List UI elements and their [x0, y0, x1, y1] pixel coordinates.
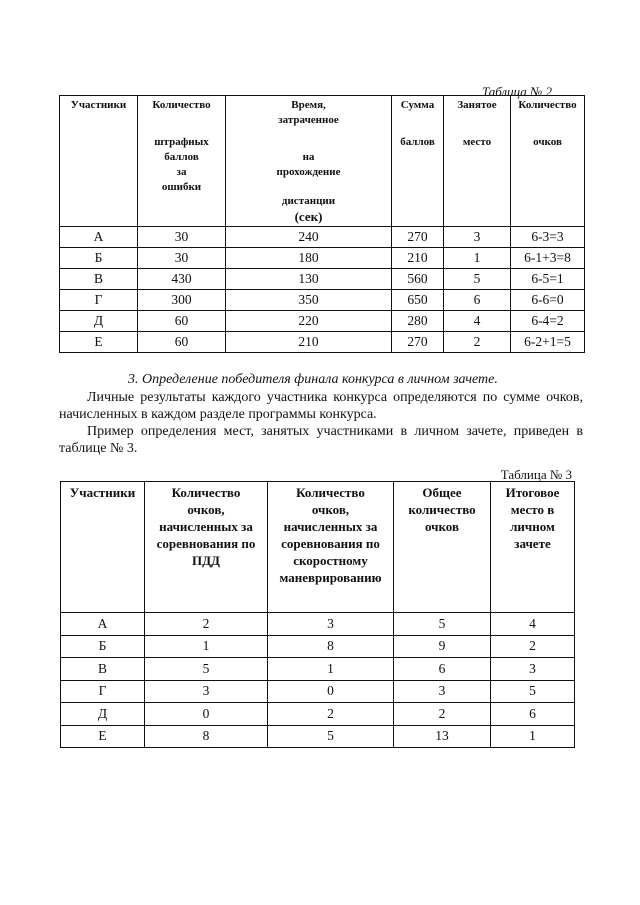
table-row — [61, 635, 575, 658]
cell-points: 6-2+1=5 — [511, 332, 585, 353]
cell-place: 6 — [491, 703, 575, 726]
cell-participant: А — [60, 227, 138, 248]
cell-place: 3 — [491, 658, 575, 681]
table-row — [60, 332, 585, 353]
cell-time: 350 — [226, 290, 392, 311]
cell-participant: А — [61, 613, 145, 636]
table-header-row — [60, 96, 585, 227]
cell-sum: 270 — [392, 332, 444, 353]
cell-speed: 3 — [268, 613, 394, 636]
cell-points: 6-1+3=8 — [511, 248, 585, 269]
table-row — [61, 703, 575, 726]
cell-points: 6-5=1 — [511, 269, 585, 290]
header-sum: Сумма баллов — [392, 96, 444, 227]
cell-sum: 560 — [392, 269, 444, 290]
cell-participant: Б — [60, 248, 138, 269]
table-row — [60, 248, 585, 269]
cell-pdd: 3 — [145, 680, 268, 703]
cell-place: 1 — [444, 248, 511, 269]
cell-participant: Е — [60, 332, 138, 353]
table-row — [60, 311, 585, 332]
cell-speed: 8 — [268, 635, 394, 658]
paragraph-2: Пример определения мест, занятых участниками в личном зачете, приведен в таблице № 3. — [59, 424, 583, 456]
cell-points: 6-4=2 — [511, 311, 585, 332]
header-total-points: Общее количество очков — [394, 482, 491, 613]
cell-sum: 280 — [392, 311, 444, 332]
table-row — [61, 725, 575, 748]
table-row — [60, 290, 585, 311]
cell-place: 2 — [491, 635, 575, 658]
cell-participant: Г — [61, 680, 145, 703]
cell-place: 4 — [491, 613, 575, 636]
cell-points: 6-3=3 — [511, 227, 585, 248]
table-row — [61, 613, 575, 636]
section-heading: 3. Определение победителя финала конкурса в личном зачете. — [128, 372, 498, 387]
cell-total: 9 — [394, 635, 491, 658]
cell-pdd: 8 — [145, 725, 268, 748]
cell-sum: 270 — [392, 227, 444, 248]
header-pdd-points: Количество очков, начисленных за соревнования по ПДД — [145, 482, 268, 613]
cell-place: 5 — [444, 269, 511, 290]
table-row — [60, 269, 585, 290]
cell-participant: Д — [61, 703, 145, 726]
header-time: Время, затраченное на прохождение дистанции (сек) — [226, 96, 392, 227]
header-points: Количество очков — [511, 96, 585, 227]
cell-speed: 2 — [268, 703, 394, 726]
table-row — [60, 227, 585, 248]
header-participants: Участники — [60, 96, 138, 227]
cell-speed: 1 — [268, 658, 394, 681]
cell-penalty: 300 — [138, 290, 226, 311]
cell-total: 5 — [394, 613, 491, 636]
cell-penalty: 430 — [138, 269, 226, 290]
cell-time: 210 — [226, 332, 392, 353]
table-row — [61, 680, 575, 703]
cell-place: 3 — [444, 227, 511, 248]
cell-pdd: 2 — [145, 613, 268, 636]
cell-sum: 650 — [392, 290, 444, 311]
cell-participant: Б — [61, 635, 145, 658]
results-table-3 — [60, 481, 575, 748]
cell-time: 220 — [226, 311, 392, 332]
table-header-row — [61, 482, 575, 613]
cell-total: 6 — [394, 658, 491, 681]
cell-place: 5 — [491, 680, 575, 703]
paragraph-1: Личные результаты каждого участника конкурса определяются по сумме очков, начисленных в каждом разделе программы конкурса. — [59, 390, 583, 422]
cell-pdd: 5 — [145, 658, 268, 681]
cell-place: 1 — [491, 725, 575, 748]
cell-pdd: 0 — [145, 703, 268, 726]
header-place: Занятое место — [444, 96, 511, 227]
cell-participant: Г — [60, 290, 138, 311]
cell-place: 2 — [444, 332, 511, 353]
header-final-place: Итоговое место в личном зачете — [491, 482, 575, 613]
cell-penalty: 60 — [138, 332, 226, 353]
cell-place: 4 — [444, 311, 511, 332]
header-participants: Участники — [61, 482, 145, 613]
cell-time: 180 — [226, 248, 392, 269]
cell-pdd: 1 — [145, 635, 268, 658]
cell-penalty: 30 — [138, 248, 226, 269]
cell-participant: Е — [61, 725, 145, 748]
cell-points: 6-6=0 — [511, 290, 585, 311]
cell-penalty: 60 — [138, 311, 226, 332]
cell-penalty: 30 — [138, 227, 226, 248]
cell-total: 2 — [394, 703, 491, 726]
results-table-2 — [59, 95, 585, 353]
cell-participant: В — [61, 658, 145, 681]
cell-participant: Д — [60, 311, 138, 332]
cell-time: 240 — [226, 227, 392, 248]
table2-caption: Таблица № 2 — [481, 84, 552, 99]
cell-speed: 5 — [268, 725, 394, 748]
cell-speed: 0 — [268, 680, 394, 703]
cell-participant: В — [60, 269, 138, 290]
cell-sum: 210 — [392, 248, 444, 269]
table3-caption: Таблица № 3 — [500, 467, 572, 482]
cell-place: 6 — [444, 290, 511, 311]
header-penalty-points: Количество штрафных баллов за ошибки — [138, 96, 226, 227]
cell-time: 130 — [226, 269, 392, 290]
header-speed-points: Количество очков, начисленных за соревнования по скоростному маневрированию — [268, 482, 394, 613]
table-row — [61, 658, 575, 681]
cell-total: 3 — [394, 680, 491, 703]
cell-total: 13 — [394, 725, 491, 748]
